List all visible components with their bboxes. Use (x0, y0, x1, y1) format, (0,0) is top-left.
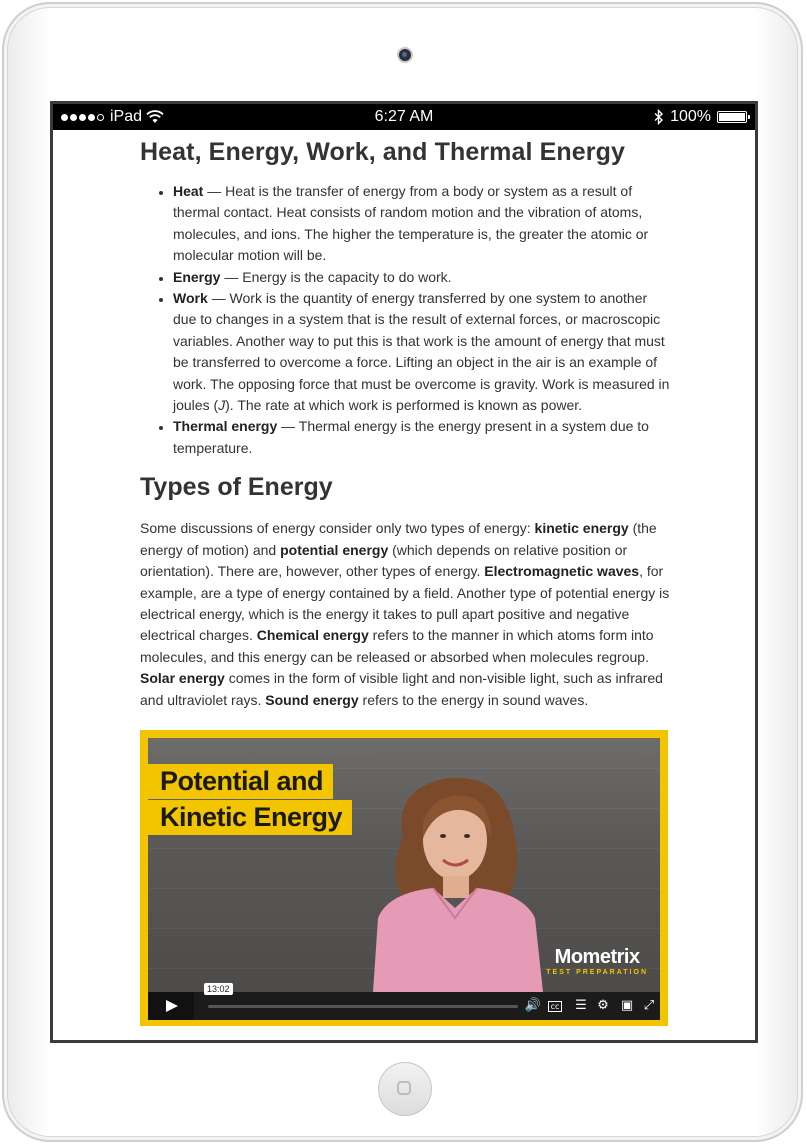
play-button[interactable] (148, 992, 194, 1020)
bluetooth-icon (654, 109, 664, 125)
mometrix-logo: Mometrix TEST PREPARATION (546, 946, 648, 976)
captions-icon[interactable]: cc (548, 1001, 562, 1012)
article (140, 130, 670, 711)
video-title-line2: Kinetic Energy (148, 800, 352, 835)
list-item-heat: • Heat — Heat is the transfer of energy from a body or system as a result of thermal contact. Heat consists of random motion and the vibration of atoms, molecules, and ions. The higher the temperature is, the greater the atomic or molecular motion will be. (173, 181, 670, 267)
status-right (654, 108, 747, 126)
status-bar (53, 104, 755, 130)
video-player[interactable] (140, 730, 668, 1026)
definition-list (140, 181, 670, 459)
play-icon (166, 1000, 178, 1012)
home-button[interactable] (378, 1062, 432, 1116)
presenter-image (373, 768, 543, 992)
battery-icon (717, 111, 747, 123)
list-item-energy: • Energy — Energy is the capacity to do work. (173, 267, 670, 288)
heading-types-of-energy: Types of Energy (140, 473, 333, 502)
picture-in-picture-icon[interactable]: ▣ (620, 998, 634, 1013)
battery-percent: 100% (670, 108, 711, 125)
status-time: 6:27 AM (374, 108, 434, 125)
heading-heat-energy-work: Heat, Energy, Work, and Thermal Energy (140, 138, 625, 166)
volume-icon[interactable]: 🔊 (524, 998, 542, 1013)
fullscreen-icon[interactable]: ⤢ (643, 998, 655, 1013)
video-duration: 13:02 (204, 983, 233, 995)
transcript-icon[interactable]: ☰ (575, 998, 587, 1013)
front-camera (399, 49, 411, 61)
video-progress-bar[interactable] (208, 1005, 518, 1008)
video-frame[interactable] (148, 738, 660, 992)
list-item-work: • Work — Work is the quantity of energy transferred by one system to another due to changes in a system that is the result of external forces, or macroscopic variables. Another way to put this is that work is the amount of energy that must be transferred to overcome a force. Lifting an object in the air is an example of work. The opposing force that must be overcome is gravity. Work is measured in joules (J). The rate at which work is performed is known as power. (173, 288, 670, 416)
settings-gear-icon[interactable]: ⚙ (597, 998, 609, 1013)
ipad-screen (50, 101, 758, 1043)
video-controls (148, 984, 660, 1020)
carrier-label: iPad (110, 108, 143, 125)
list-item-thermal-energy: • Thermal energy — Thermal energy is the energy present in a system due to temperature. (173, 416, 670, 459)
types-of-energy-paragraph: Some discussions of energy consider only two types of energy: kinetic energy (the energy of motion) and potential energy (which depends on relative position or orientation). There are, however, other types of energy. Electromagnetic waves, for example, are a type of energy contained by a field. Another type of potential energy is electrical energy, which is the energy it takes to pull apart positive and negative electrical charges. Chemical energy refers to the manner in which atoms form into molecules, and this energy can be released or absorbed when molecules regroup. Solar energy comes in the form of visible light and non-visible light, such as infrared and ultraviolet rays. Sound energy refers to the energy in sound waves. (140, 520, 670, 708)
home-button-icon (397, 1081, 411, 1095)
video-title-line1: Potential and (148, 764, 333, 799)
